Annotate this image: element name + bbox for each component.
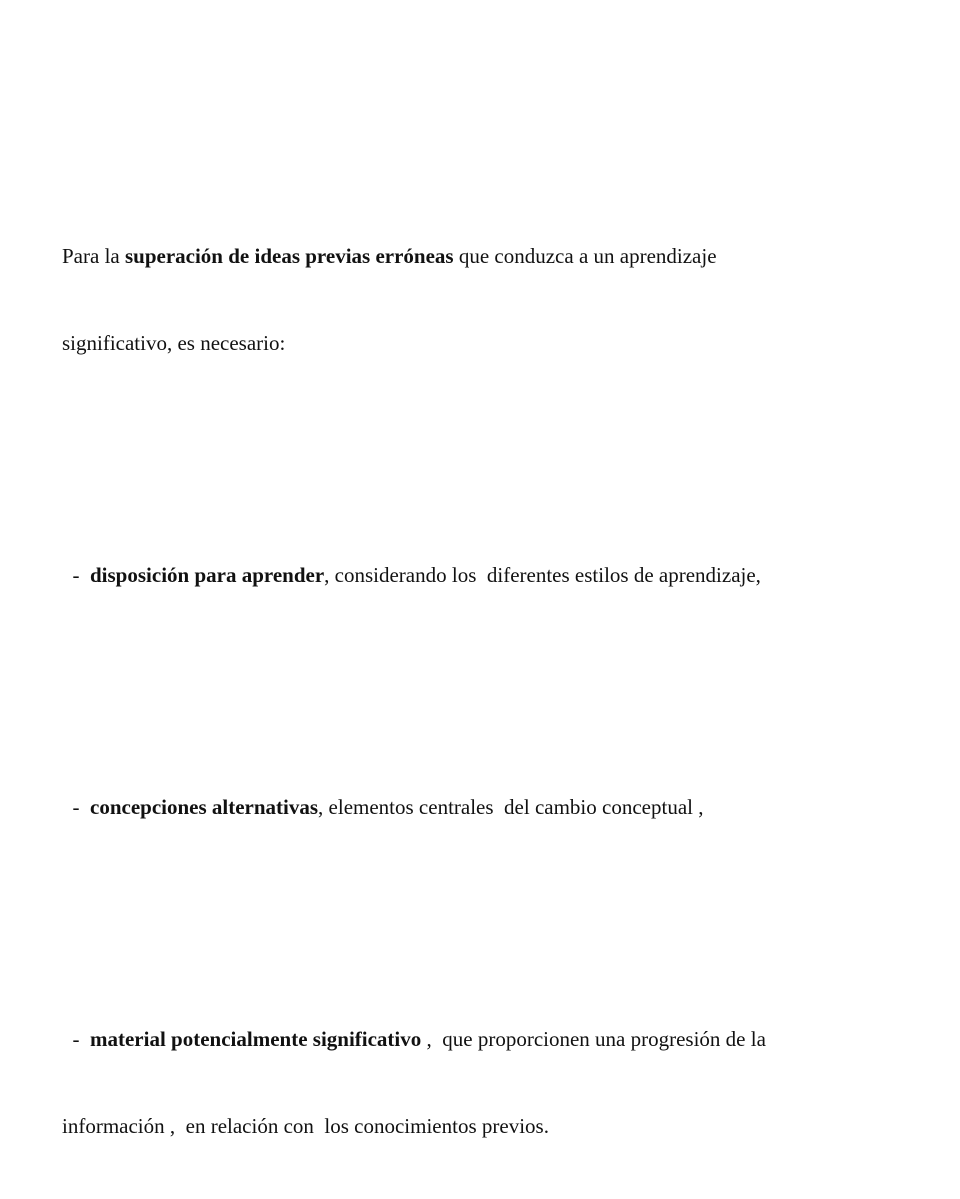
item-bold-text: material potencialmente significativo xyxy=(90,1027,422,1051)
list-item-2 xyxy=(62,793,892,822)
item-text: , que proporcionen una progresión de la xyxy=(421,1027,766,1051)
list-item-1 xyxy=(62,561,892,590)
body-text xyxy=(62,184,892,1199)
intro-bold-text: superación de ideas previas erróneas xyxy=(124,244,454,268)
bullet-dash: - xyxy=(62,563,90,587)
item-text: , considerando los diferentes estilos de aprendizaje, xyxy=(324,563,761,587)
item-text: , elementos centrales del cambio conceptual , xyxy=(318,795,704,819)
intro-line-1 xyxy=(62,242,892,271)
list-item-3 xyxy=(62,1025,892,1054)
item-bold-text: disposición para aprender xyxy=(90,563,325,587)
bullet-dash: - xyxy=(62,1027,90,1051)
intro-text-end: que conduzca a un aprendizaje xyxy=(453,244,717,268)
item-bold-text: concepciones alternativas xyxy=(90,795,319,819)
spacer xyxy=(62,677,892,706)
spacer xyxy=(62,445,892,474)
intro-line-2: significativo, es necesario: xyxy=(62,331,286,355)
list-item-3-continuation: información , en relación con los conocimientos previos. xyxy=(62,1114,549,1138)
spacer xyxy=(62,909,892,938)
intro-text: Para la xyxy=(62,244,125,268)
bullet-dash: - xyxy=(62,795,90,819)
